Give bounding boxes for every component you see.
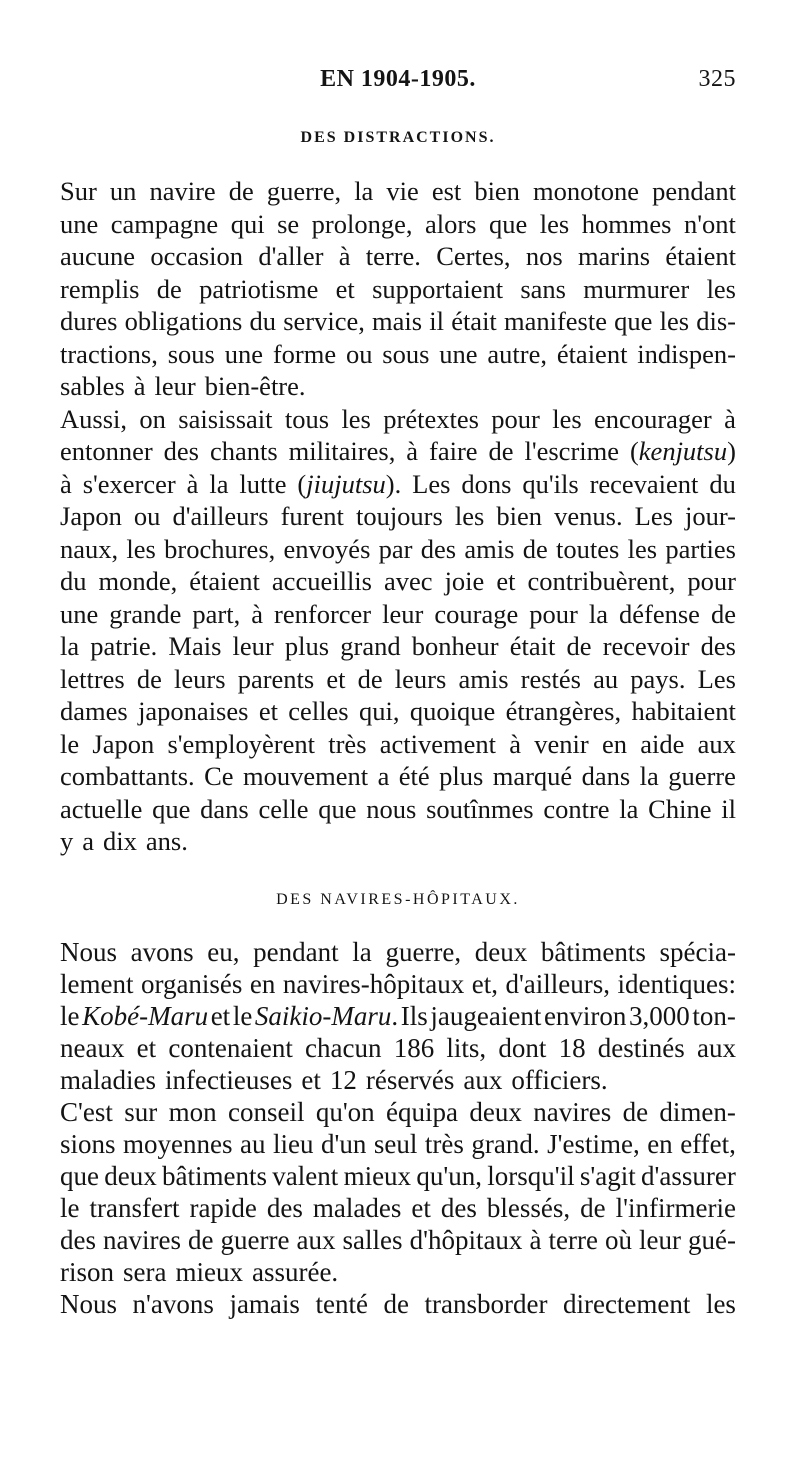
section-heading-distractions: DES DISTRACTIONS. (300, 129, 496, 146)
text-line: rison sera mieux assurée. (60, 1257, 339, 1287)
text-line: maladies infectieuses et 12 réservés aux officiers. (60, 1065, 608, 1095)
text-line: aucune occasion d'aller à terre. Certes, nos marins étaient (60, 241, 736, 271)
text-line: une grande part, à renforcer leur courage pour la défense de (60, 598, 736, 629)
text-line: remplis de patriotisme et supportaient sans murmurer les (60, 273, 736, 304)
text-line: une campagne qui se prolonge, alors que les hommes n'ont (60, 208, 736, 239)
text-line: Nous avons eu, pendant la guerre, deux bâtiments spécia- (60, 937, 736, 967)
text-line: que deux bâtiments valent mieux qu'un, lorsqu'il s'agit d'assurer (60, 1161, 736, 1191)
section-body-hospital-ships (60, 936, 736, 1320)
text-line: Japon ou d'ailleurs furent toujours les bien venus. Les jour- (60, 501, 736, 531)
running-title: EN 1904-1905. (320, 66, 476, 92)
text-line: sables à leur bien-être. (60, 371, 306, 401)
text-line: neaux et contenaient chacun 186 lits, dont 18 destinés aux (60, 1033, 736, 1063)
section-body-distractions (60, 175, 736, 858)
text-line: lement organisés en navires-hôpitaux et, d'ailleurs, identiques: (60, 969, 736, 999)
text-line: y a dix ans. (60, 826, 188, 856)
running-head (60, 66, 736, 100)
text-line: des navires de guerre aux salles d'hôpitaux à terre où leur gué- (60, 1225, 736, 1255)
text-line: C'est sur mon conseil qu'on équipa deux navires de dimen- (60, 1097, 736, 1127)
text-line: la patrie. Mais leur plus grand bonheur était de recevoir des (60, 631, 736, 661)
section-heading-hospital-ships: DES NAVIRES-HÔPITAUX. (276, 891, 520, 908)
book-page (60, 0, 736, 1471)
text-line: le Japon s'employèrent très activement à venir en aide aux (60, 728, 736, 759)
text-line: du monde, étaient accueillis avec joie et contribuèrent, pour (60, 566, 736, 596)
text-line: le transfert rapide des malades et des blessés, de l'infirmerie (60, 1193, 736, 1223)
text-line: tractions, sous une forme ou sous une autre, étaient indispen- (60, 338, 736, 369)
text-line: Sur un navire de guerre, la vie est bien monotone pendant (60, 176, 736, 206)
text-line: à s'exercer à la lutte (jiujutsu). Les dons qu'ils recevaient du (60, 468, 736, 499)
text-line: lettres de leurs parents et de leurs amis restés au pays. Les (60, 663, 736, 694)
text-line: Nous n'avons jamais tenté de transborder directement les (60, 1289, 736, 1319)
text-line: actuelle que dans celle que nous soutînmes contre la Chine il (60, 793, 736, 824)
text-line: combattants. Ce mouvement a été plus marqué dans la guerre (60, 761, 736, 791)
page-number: 325 (698, 66, 736, 92)
text-line: entonner des chants militaires, à faire de l'escrime (kenjutsu) (60, 436, 736, 466)
text-line: le Kobé-Maru et le Saikio-Maru. Ils jaugeaient environ 3,000 ton- (60, 1001, 736, 1031)
text-line: dures obligations du service, mais il était manifeste que les dis- (60, 306, 736, 336)
text-line: dames japonaises et celles qui, quoique étrangères, habitaient (60, 696, 736, 726)
text-line: sions moyennes au lieu d'un seul très grand. J'estime, en effet, (60, 1129, 736, 1159)
text-line: naux, les brochures, envoyés par des amis de toutes les parties (60, 533, 736, 564)
text-line: Aussi, on saisissait tous les prétextes pour les encourager à (60, 403, 736, 434)
